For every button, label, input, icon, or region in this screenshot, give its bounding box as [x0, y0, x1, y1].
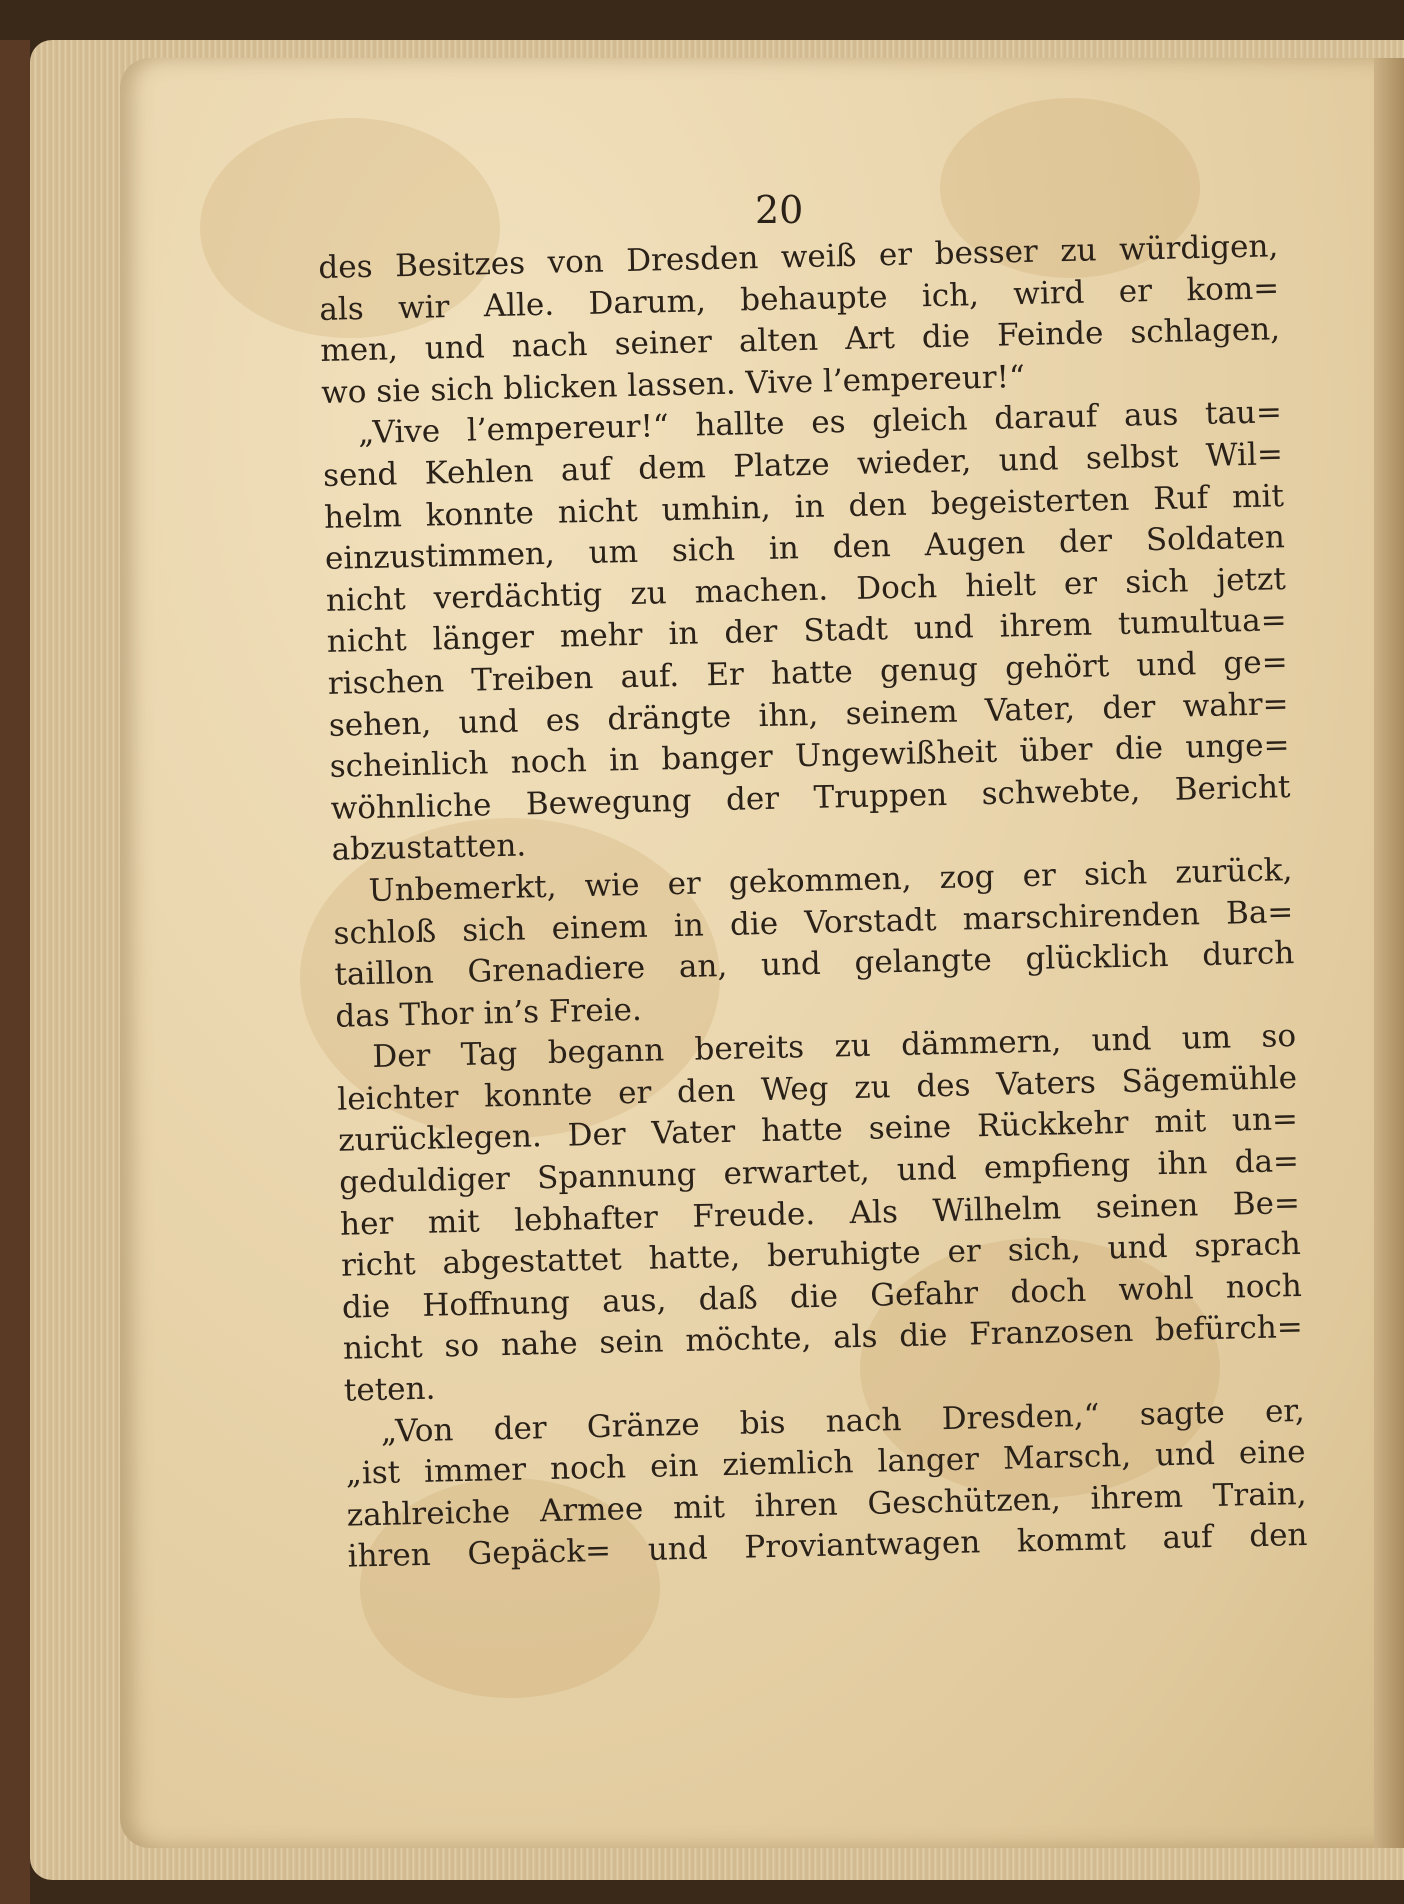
text-line: helm konnte nicht umhin, in den begeisterten Ruf mit — [323, 477, 1285, 536]
text-line: send Kehlen auf dem Platze wieder, und selbst Wil= — [322, 436, 1284, 494]
text-line: „Vive l’empereur!“ hallte es gleich darauf aus tau= — [357, 394, 1283, 452]
text-line: nicht so nahe sein möchte, als die Franzosen befürch= — [342, 1309, 1304, 1368]
text-line: taillon Grenadiere an, und gelangte glücklich durch — [334, 935, 1295, 993]
page-text — [318, 226, 1308, 1578]
text-line: nicht verdächtig zu machen. Doch hielt er sich jetzt — [325, 560, 1287, 619]
text-line: leichter konnte er den Weg zu des Vaters Sägemühle — [336, 1059, 1298, 1118]
text-line: sehen, und es drängte ihn, seinem Vater, der wahr= — [328, 685, 1289, 744]
text-line: „Von der Gränze bis nach Dresden,“ sagte er, — [380, 1392, 1305, 1450]
page-gutter — [1374, 58, 1404, 1848]
text-line: Der Tag begann bereits zu dämmern, und um so — [371, 1018, 1297, 1076]
text-line: einzustimmen, um sich in den Augen der Soldaten — [324, 519, 1286, 578]
page-number: 20 — [755, 188, 804, 232]
text-line: Unbemerkt, wie er gekommen, zog er sich zurück, — [368, 851, 1293, 909]
text-line: scheinlich noch in banger Ungewißheit über die unge= — [329, 727, 1290, 785]
text-line: das Thor in’s Freie. — [335, 991, 643, 1035]
text-line: wöhnliche Bewegung der Truppen schwebte, Bericht — [330, 768, 1291, 827]
text-line: men, und nach seiner alten Art die Feinde schlagen, — [319, 311, 1281, 370]
text-line: des Besitzes von Dresden weiß er besser zu würdigen, — [318, 228, 1279, 286]
text-line: schloß sich einem in die Vorstadt marschirenden Ba= — [333, 893, 1294, 952]
text-line: nicht länger mehr in der Stadt und ihrem tumultua= — [326, 602, 1288, 661]
text-line: wo sie sich blicken lassen. Vive l’empereur!“ — [320, 358, 1026, 411]
text-line: teten. — [343, 1370, 436, 1409]
text-line: die Hoffnung aus, daß die Gefahr doch wohl noch — [341, 1267, 1303, 1326]
text-line: als wir Alle. Darum, behaupte ich, wird er kom= — [318, 269, 1280, 328]
text-line: abzustatten. — [331, 827, 527, 869]
text-line: zurücklegen. Der Vater hatte seine Rückkehr mit un= — [337, 1101, 1299, 1160]
text-line: richt abgestattet hatte, beruhigte er sich, und sprach — [340, 1226, 1302, 1284]
text-line: ihren Gepäck= und Proviantwagen kommt auf den — [347, 1517, 1308, 1576]
text-line: „ist immer noch ein ziemlich langer Marsch, und eine — [345, 1434, 1306, 1492]
book-cover-edge — [0, 40, 30, 1904]
text-line: zahlreiche Armee mit ihren Geschützen, ihrem Train, — [346, 1475, 1307, 1534]
text-line: geduldiger Spannung erwartet, und empfieng ihn da= — [338, 1143, 1300, 1201]
text-line: rischen Treiben auf. Er hatte genug gehört und ge= — [327, 644, 1289, 702]
text-line: her mit lebhafter Freude. Als Wilhelm seinen Be= — [339, 1184, 1301, 1243]
